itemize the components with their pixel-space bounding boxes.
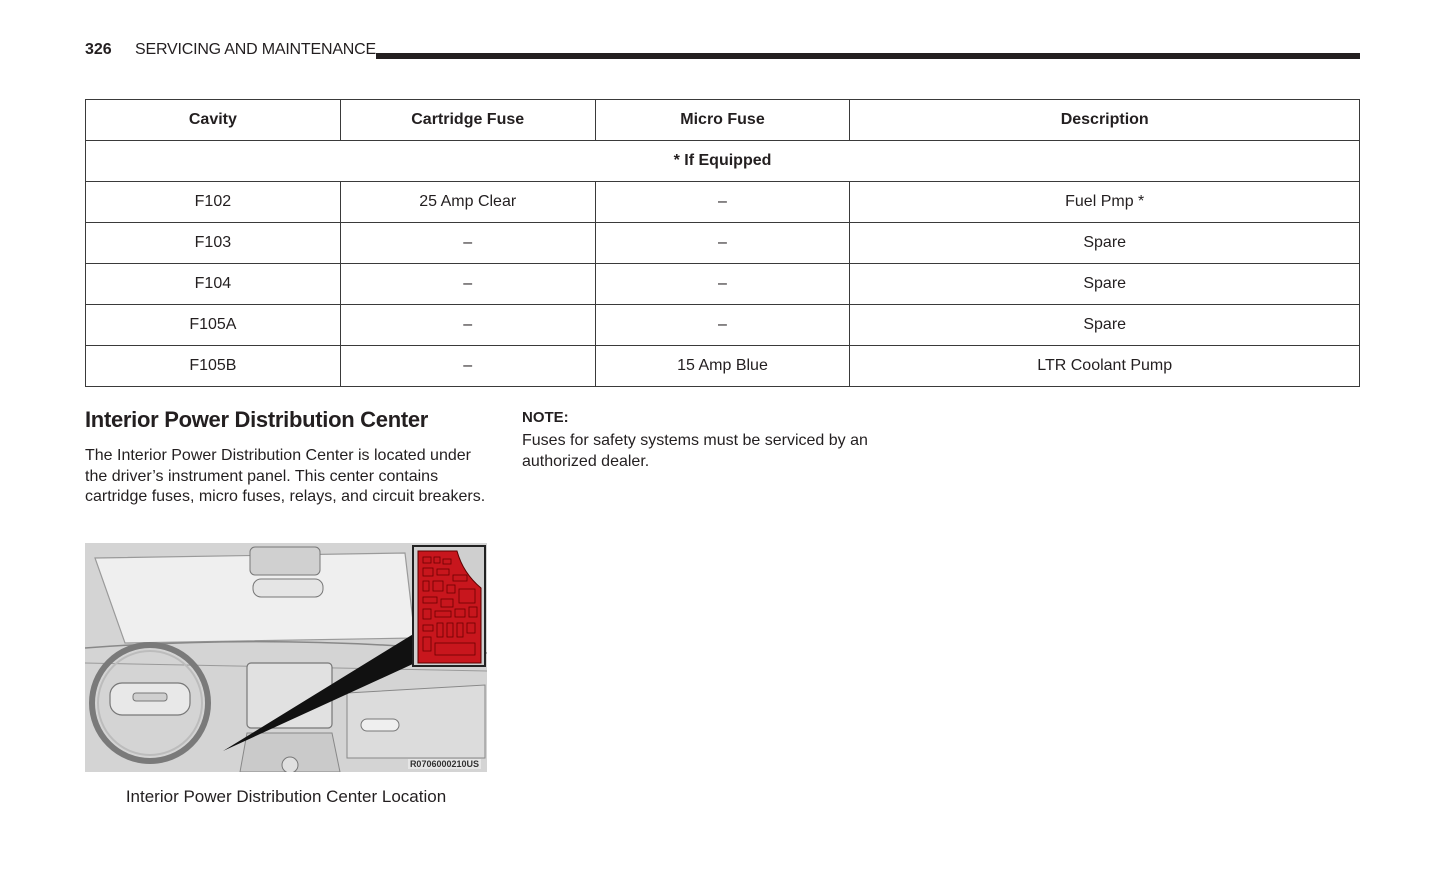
column-header-description: Description bbox=[850, 100, 1360, 141]
header-rule bbox=[376, 53, 1360, 59]
figure-caption: Interior Power Distribution Center Location bbox=[125, 787, 447, 806]
table-row bbox=[86, 223, 1360, 264]
cell-cartridge-fuse: 25 Amp Clear bbox=[340, 182, 595, 223]
table-row bbox=[86, 346, 1360, 387]
section-heading: Interior Power Distribution Center bbox=[85, 407, 429, 432]
if-equipped-note: * If Equipped bbox=[86, 141, 1360, 182]
cell-cartridge-fuse: – bbox=[340, 305, 595, 346]
note-label: NOTE: bbox=[522, 409, 569, 426]
cell-cavity: F103 bbox=[86, 223, 341, 264]
table-header-row bbox=[86, 100, 1360, 141]
cell-description: Spare bbox=[850, 264, 1360, 305]
column-header-cartridge-fuse: Cartridge Fuse bbox=[340, 100, 595, 141]
cell-cartridge-fuse: – bbox=[340, 346, 595, 387]
note-text: Fuses for safety systems must be serviced by an authorized dealer. bbox=[522, 432, 868, 470]
cell-micro-fuse: – bbox=[595, 305, 850, 346]
figure-image-code: R0706000210US bbox=[409, 759, 479, 769]
cell-description: Fuel Pmp * bbox=[850, 182, 1360, 223]
cell-description: Spare bbox=[850, 305, 1360, 346]
pdc-location-figure bbox=[85, 543, 487, 772]
note-block bbox=[522, 409, 892, 472]
cell-micro-fuse: – bbox=[595, 182, 850, 223]
cell-cartridge-fuse: – bbox=[340, 223, 595, 264]
dashboard-illustration bbox=[85, 543, 487, 772]
cell-description: LTR Coolant Pump bbox=[850, 346, 1360, 387]
cell-cavity: F102 bbox=[86, 182, 341, 223]
section-title: SERVICING AND MAINTENANCE bbox=[135, 41, 376, 58]
page-number: 326 bbox=[85, 41, 112, 58]
interior-pdc-section bbox=[85, 407, 495, 508]
cell-cavity: F105B bbox=[86, 346, 341, 387]
cell-cavity: F104 bbox=[86, 264, 341, 305]
table-note-row bbox=[86, 141, 1360, 182]
column-header-cavity: Cavity bbox=[86, 100, 341, 141]
cell-cartridge-fuse: – bbox=[340, 264, 595, 305]
cell-micro-fuse: – bbox=[595, 223, 850, 264]
table-row bbox=[86, 182, 1360, 223]
cell-micro-fuse: – bbox=[595, 264, 850, 305]
column-header-micro-fuse: Micro Fuse bbox=[595, 100, 850, 141]
cell-micro-fuse: 15 Amp Blue bbox=[595, 346, 850, 387]
fuse-table bbox=[85, 99, 1360, 387]
table-row bbox=[86, 264, 1360, 305]
table-row bbox=[86, 305, 1360, 346]
page-header bbox=[85, 38, 1360, 64]
cell-description: Spare bbox=[850, 223, 1360, 264]
section-body: The Interior Power Distribution Center is located under the driver’s instrument panel. This center contains cartridge fuses, micro fuses, relays, and circuit breakers. bbox=[85, 447, 486, 505]
cell-cavity: F105A bbox=[86, 305, 341, 346]
